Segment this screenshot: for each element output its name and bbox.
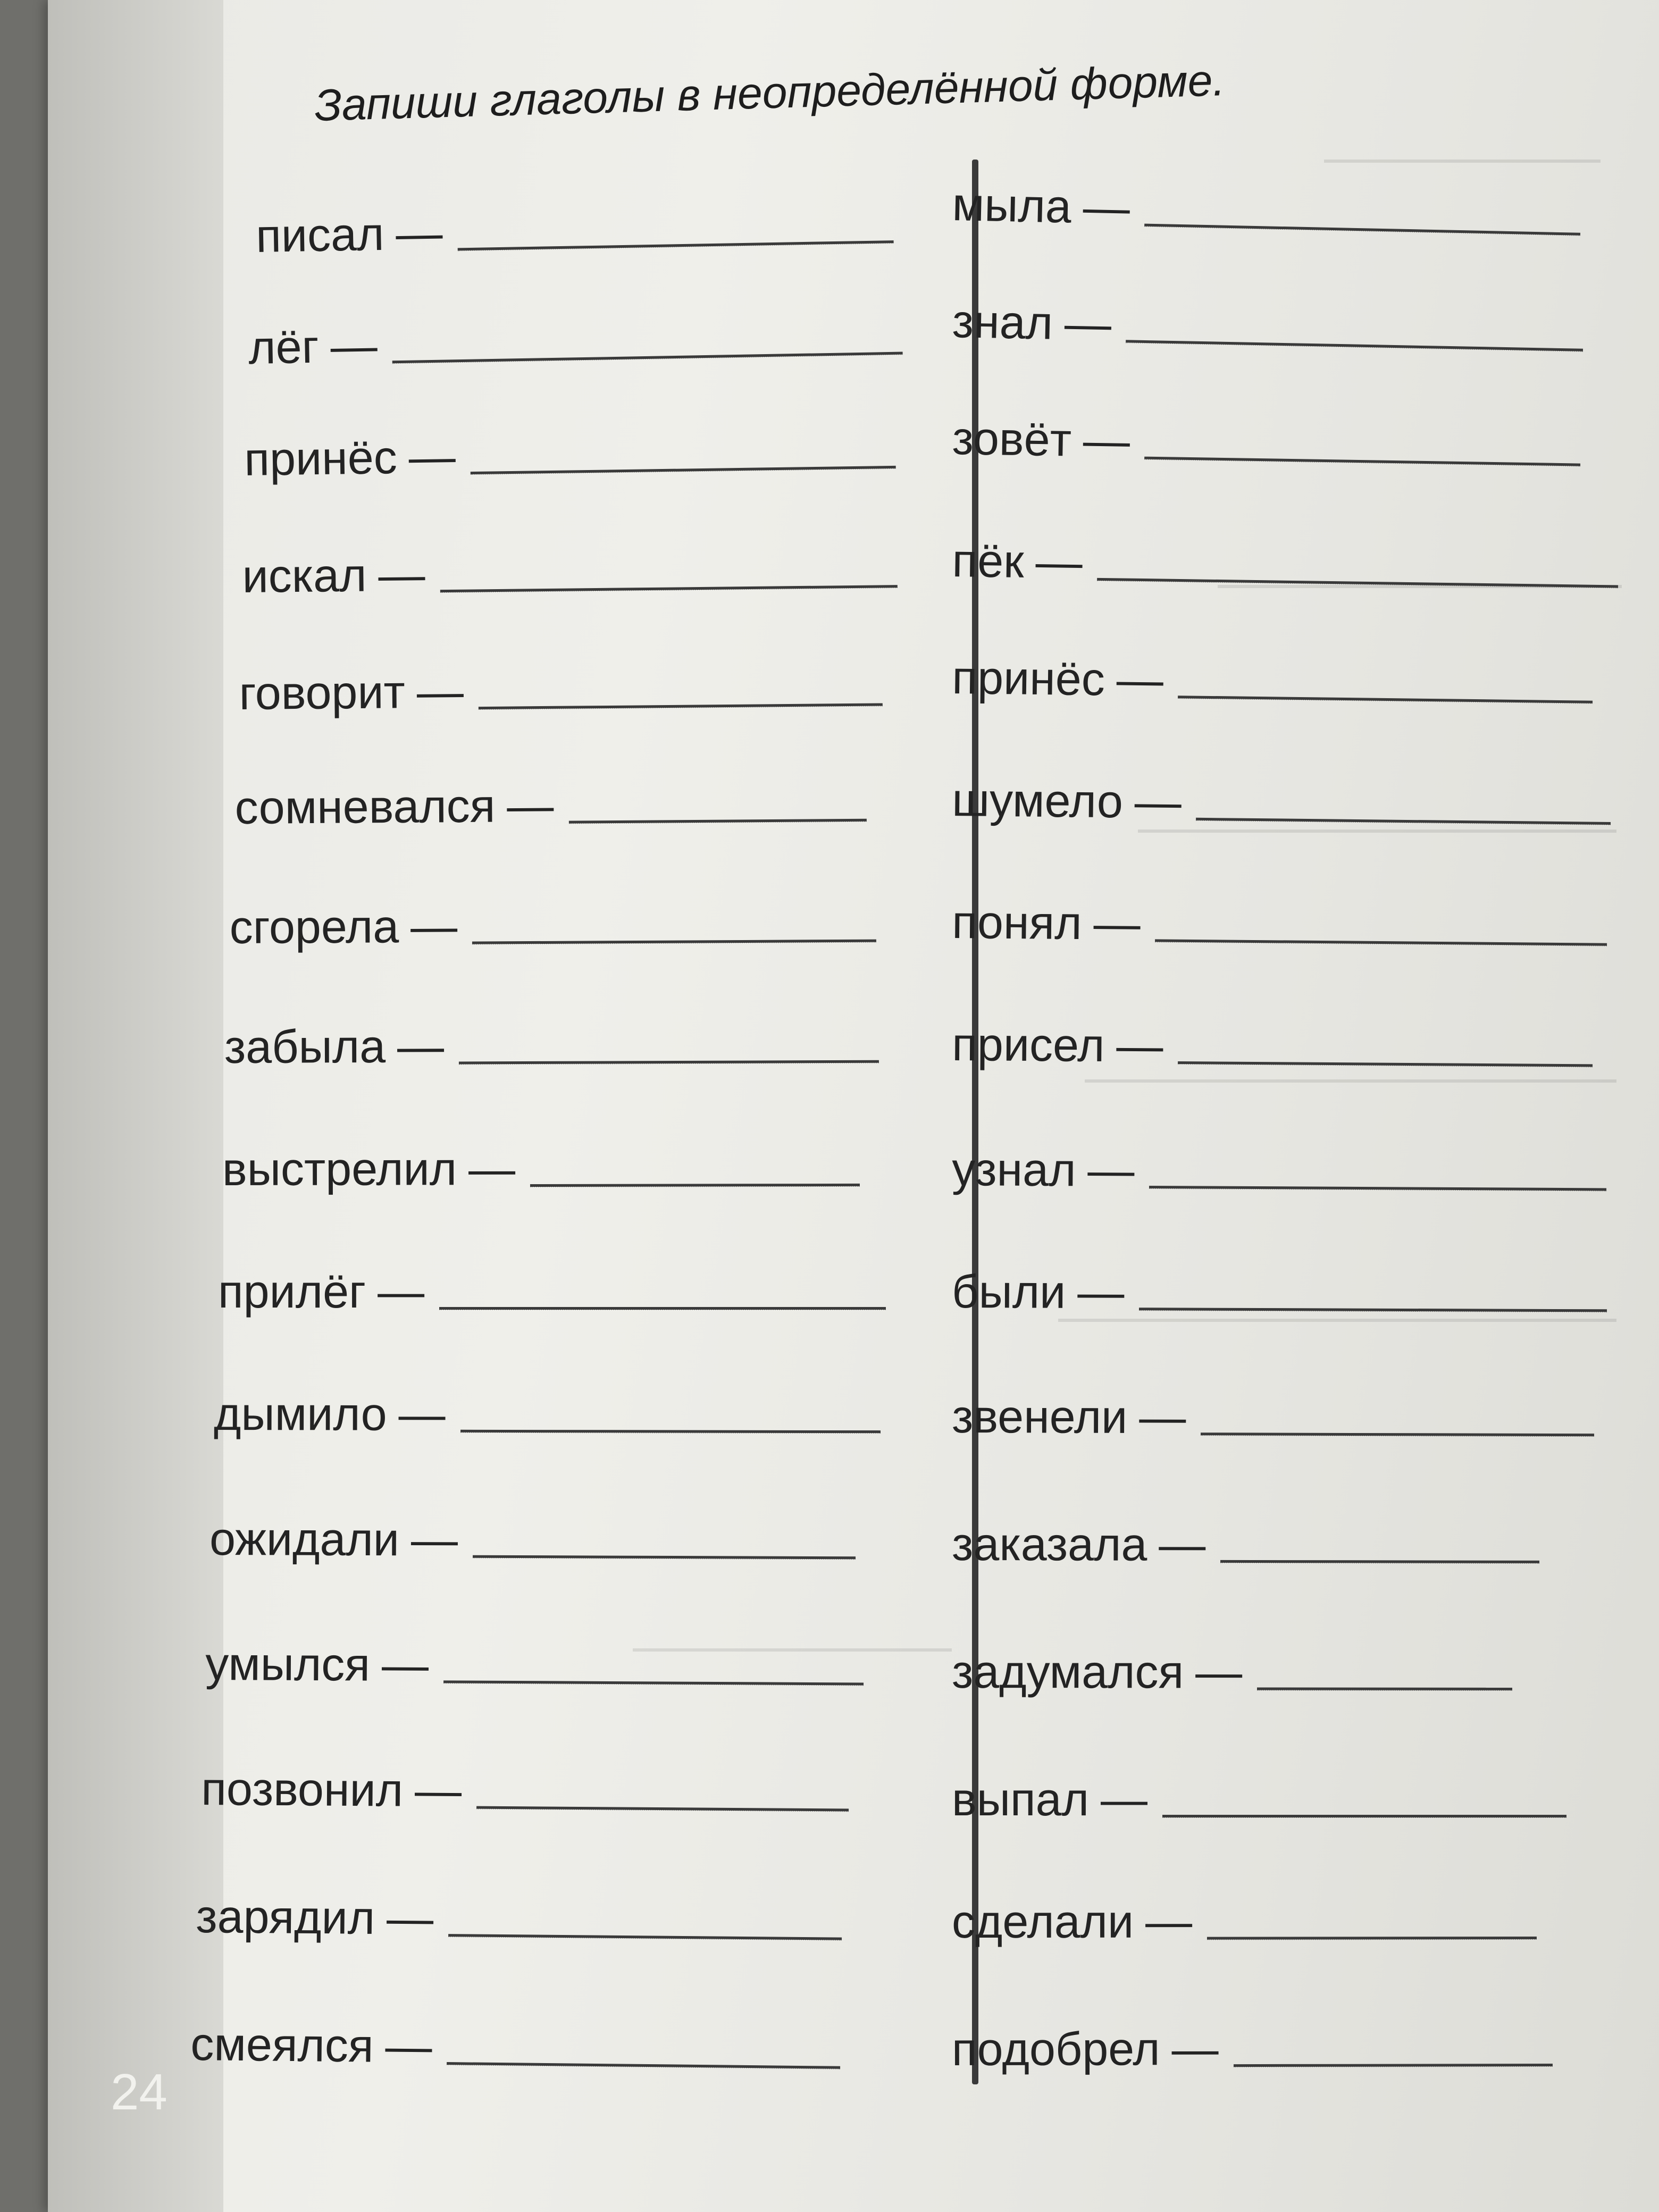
answer-line[interactable] (530, 1184, 860, 1187)
verb-word: писал (255, 207, 385, 262)
answer-line[interactable] (1220, 1560, 1539, 1563)
answer-line[interactable] (472, 940, 876, 944)
dash: — (1093, 896, 1141, 950)
answer-line[interactable] (443, 1680, 864, 1685)
answer-line[interactable] (1257, 1688, 1512, 1690)
list-item (222, 1142, 860, 1195)
answer-line[interactable] (476, 1806, 849, 1812)
verb-word: выпал (952, 1773, 1089, 1825)
verb-word: присел (951, 1018, 1105, 1072)
dash: — (414, 1763, 462, 1817)
verb-word: дымило (213, 1387, 387, 1440)
list-item (200, 1762, 849, 1817)
verb-word: сгорела (229, 900, 399, 953)
dash: — (385, 2019, 433, 2073)
list-item (951, 1390, 1594, 1444)
answer-line[interactable] (1207, 1937, 1537, 1940)
verb-word: сделали (951, 1895, 1134, 1948)
verb-word: зарядил (195, 1890, 375, 1944)
verb-word: шумело (951, 773, 1124, 828)
answer-line[interactable] (459, 1060, 879, 1065)
page-number: 24 (111, 2064, 167, 2121)
dash: — (397, 1019, 445, 1073)
verb-word: зовёт (951, 412, 1072, 466)
list-item (951, 895, 1607, 951)
dash: — (1116, 1019, 1163, 1072)
verb-word: забыла (224, 1019, 386, 1073)
list-item (190, 2017, 841, 2074)
answer-line[interactable] (1178, 696, 1593, 703)
list-item (205, 1637, 864, 1691)
dash: — (468, 1142, 516, 1195)
dash: — (1083, 413, 1130, 467)
dash: — (410, 1513, 458, 1566)
list-item (951, 773, 1611, 830)
dash: — (1134, 775, 1182, 828)
answer-line[interactable] (1144, 224, 1580, 236)
answer-line[interactable] (460, 1430, 881, 1433)
verb-word: мыла (951, 178, 1072, 233)
bleed-through-mark (1138, 830, 1616, 865)
list-item (951, 1265, 1607, 1319)
list-item (951, 1645, 1512, 1698)
list-item (951, 1895, 1537, 1948)
list-item (234, 778, 866, 834)
verb-word: пёк (951, 534, 1025, 588)
dash: — (1195, 1645, 1243, 1698)
verb-word: позвонил (200, 1762, 404, 1816)
list-item (224, 1019, 879, 1073)
dash: — (507, 778, 554, 832)
list-item (242, 546, 898, 600)
dash: — (398, 1387, 446, 1440)
verb-word: ожидали (209, 1512, 400, 1566)
verb-word: знал (951, 295, 1054, 349)
verb-word: лёг (248, 320, 320, 374)
answer-line[interactable] (1149, 1186, 1606, 1191)
verb-word: звенели (951, 1390, 1128, 1443)
verb-word: заказала (951, 1518, 1147, 1571)
answer-line[interactable] (1155, 939, 1607, 945)
answer-line[interactable] (569, 819, 867, 824)
verb-word: искал (242, 548, 367, 602)
dash: — (1159, 1518, 1206, 1571)
answer-line[interactable] (1162, 1815, 1566, 1817)
dash: — (1145, 1895, 1193, 1948)
verb-word: понял (951, 895, 1083, 950)
bleed-through-mark (1085, 1079, 1616, 1115)
list-item (951, 295, 1584, 357)
dash: — (408, 430, 456, 483)
bleed-through-mark (1058, 1319, 1616, 1354)
page-shadow-band (48, 0, 223, 2212)
answer-line[interactable] (1196, 818, 1611, 825)
verb-word: задумался (951, 1645, 1184, 1698)
list-item (951, 1018, 1593, 1072)
dash: — (1087, 1143, 1135, 1196)
verb-word: прилёг (218, 1265, 366, 1318)
verb-word: узнал (951, 1143, 1076, 1196)
answer-line[interactable] (1178, 1061, 1593, 1067)
list-item (952, 1773, 1566, 1825)
dash: — (1139, 1390, 1186, 1444)
list-item (951, 534, 1619, 593)
dash: — (1035, 535, 1083, 589)
list-item (248, 313, 903, 374)
dash: — (1082, 180, 1130, 234)
verb-word: сомневался (234, 779, 496, 834)
answer-line[interactable] (1097, 578, 1618, 588)
answer-line[interactable] (458, 240, 894, 250)
list-item (255, 202, 893, 262)
dash: — (416, 665, 464, 718)
list-item (951, 1518, 1539, 1571)
dash: — (1171, 2022, 1219, 2075)
answer-line[interactable] (440, 585, 898, 592)
dash: — (410, 899, 458, 953)
dash: — (1064, 297, 1112, 350)
dash: — (395, 206, 443, 260)
dash: — (378, 548, 425, 601)
list-item (951, 2022, 1553, 2075)
list-item (951, 412, 1581, 472)
answer-line[interactable] (471, 466, 896, 474)
list-item (951, 1143, 1607, 1196)
list-item (218, 1265, 886, 1318)
verb-word: подобрел (951, 2022, 1160, 2075)
verb-word: принёс (244, 430, 398, 485)
answer-line[interactable] (439, 1307, 886, 1310)
answer-line[interactable] (448, 1934, 842, 1940)
exercise-title: Запиши глаголы в неопределённой форме. (314, 55, 1226, 130)
verb-word: смеялся (190, 2017, 374, 2072)
dash: — (378, 1265, 425, 1318)
verb-word: выстрелил (222, 1142, 457, 1195)
answer-line[interactable] (447, 2062, 840, 2069)
dash: — (330, 319, 378, 373)
dash: — (1077, 1265, 1125, 1319)
list-item (213, 1387, 881, 1440)
verb-word: говорит (239, 665, 406, 719)
answer-line[interactable] (1139, 1308, 1607, 1312)
answer-line[interactable] (392, 352, 903, 364)
answer-line[interactable] (1144, 457, 1580, 466)
answer-line[interactable] (473, 1555, 856, 1560)
workbook-page (48, 0, 1659, 2212)
verb-word: были (951, 1265, 1066, 1318)
verb-word: принёс (951, 651, 1105, 706)
list-item (951, 651, 1593, 709)
dash: — (381, 1638, 429, 1691)
list-item (209, 1512, 856, 1566)
dash: — (1100, 1773, 1147, 1825)
list-item (244, 427, 896, 483)
dash: — (1116, 652, 1164, 706)
answer-line[interactable] (479, 703, 883, 709)
dash: — (386, 1891, 434, 1945)
answer-line[interactable] (1201, 1432, 1594, 1436)
answer-line[interactable] (1126, 340, 1583, 351)
list-item (195, 1890, 842, 1946)
verb-word: умылся (205, 1637, 371, 1691)
answer-line[interactable] (1234, 2064, 1553, 2067)
list-item (239, 664, 883, 717)
list-item (230, 901, 877, 951)
